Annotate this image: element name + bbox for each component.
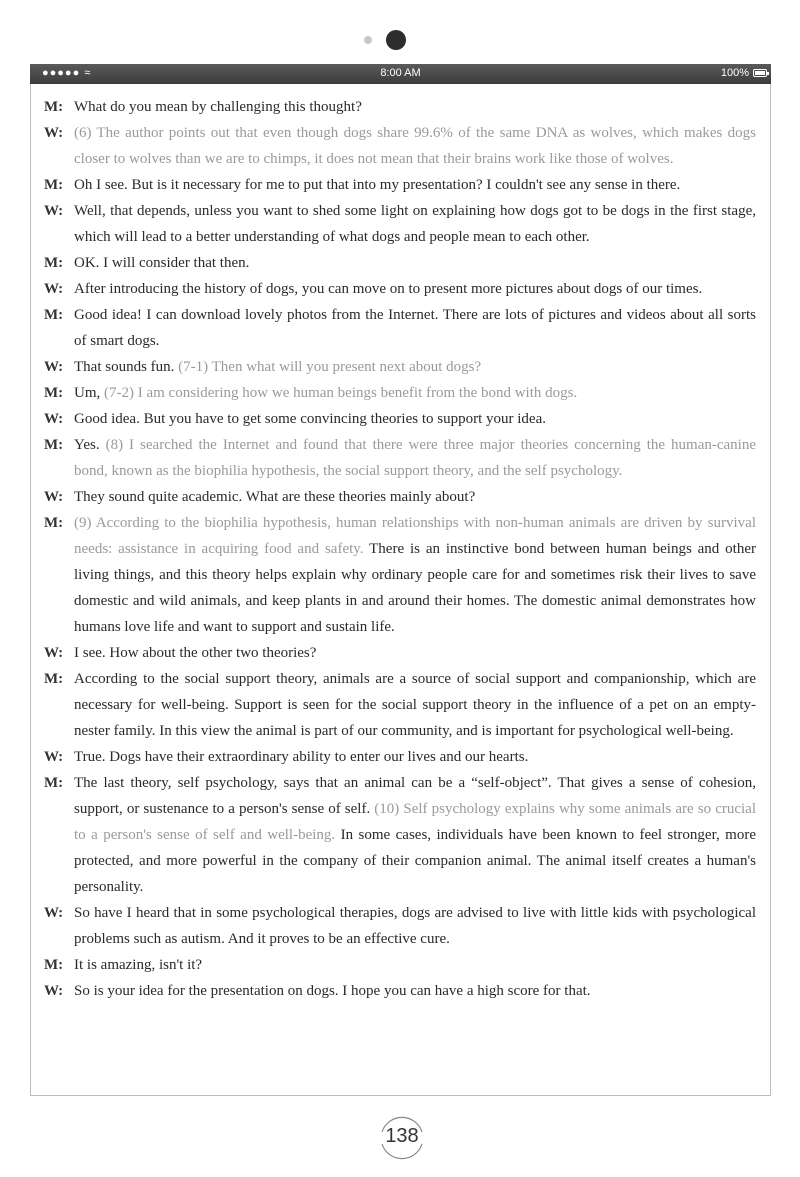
speaker-label: M: — [44, 177, 64, 193]
status-time: 8:00 AM — [380, 67, 421, 79]
dialogue-turn — [44, 744, 756, 770]
highlighted-answer-text: (7-1) Then what will you present next about dogs? — [178, 359, 482, 375]
signal-indicator: ●●●●● ≈ — [42, 67, 92, 79]
speaker-label: W: — [44, 983, 64, 999]
dialogue-turn — [44, 354, 756, 380]
speaker-label: M: — [44, 385, 64, 401]
highlighted-answer-text: (10) Self psychology explains why some animals are so crucial to a person's sense of self and well-being. — [74, 801, 756, 843]
dialogue-turn — [44, 900, 756, 952]
device-camera — [364, 28, 414, 52]
dialogue-turn — [44, 510, 756, 640]
dialogue-turn — [44, 172, 756, 198]
speaker-label: M: — [44, 775, 64, 791]
dialogue-transcript — [44, 94, 756, 1004]
dialogue-text: I see. How about the other two theories? — [74, 645, 317, 661]
dialogue-text: The last theory, self psychology, says that an animal can be a “self-object”. That gives a sense of cohesion, support, or sustenance to a person's sense of self. — [74, 775, 756, 817]
dialogue-turn — [44, 302, 756, 354]
dialogue-text: So have I heard that in some psychological therapies, dogs are advised to live with little kids with psychological problems such as autism. And it proves to be an effective cure. — [74, 905, 756, 947]
dialogue-text: OK. I will consider that then. — [74, 255, 250, 271]
dialogue-turn — [44, 120, 756, 172]
sensor-dot — [364, 36, 372, 44]
page-number-badge — [376, 1112, 428, 1164]
dialogue-text: Yes. — [74, 437, 106, 453]
dialogue-text: That sounds fun. — [74, 359, 179, 375]
dialogue-turn — [44, 952, 756, 978]
dialogue-text: Good idea. But you have to get some convincing theories to support your idea. — [74, 411, 546, 427]
speaker-label: W: — [44, 359, 64, 375]
dialogue-text: Well, that depends, unless you want to shed some light on explaining how dogs got to be dogs in the first stage, which will lead to a better understanding of what dogs and people mean to each other. — [74, 203, 756, 245]
dialogue-text: There is an instinctive bond between human beings and other living things, and this theory helps explain why ordinary people care for and sometimes risk their lives to save domestic and wild animals, and keep plants in and around their homes. The domestic animal demonstrates how humans love life and want to support and sustain life. — [74, 541, 756, 635]
dialogue-turn — [44, 432, 756, 484]
speaker-label: M: — [44, 957, 64, 973]
battery-percent: 100% — [720, 67, 749, 79]
highlighted-answer-text: (6) The author points out that even though dogs share 99.6% of the same DNA as wolves, which makes dogs closer to wolves than we are to chimps, it does not mean that their brains work like those of wolves. — [74, 125, 756, 167]
dialogue-text: They sound quite academic. What are these theories mainly about? — [74, 489, 476, 505]
speaker-label: W: — [44, 411, 64, 427]
page-number: 138 — [385, 1125, 419, 1147]
speaker-label: W: — [44, 203, 64, 219]
dialogue-turn — [44, 380, 756, 406]
speaker-label: M: — [44, 671, 64, 687]
dialogue-turn — [44, 640, 756, 666]
dialogue-text: Oh I see. But is it necessary for me to put that into my presentation? I couldn't see any sense in there. — [74, 177, 681, 193]
dialogue-text: It is amazing, isn't it? — [74, 957, 203, 973]
status-bar — [30, 64, 771, 84]
dialogue-turn — [44, 276, 756, 302]
dialogue-turn — [44, 198, 756, 250]
dialogue-turn — [44, 94, 756, 120]
dialogue-turn — [44, 484, 756, 510]
speaker-label: M: — [44, 99, 64, 115]
speaker-label: M: — [44, 307, 64, 323]
speaker-label: M: — [44, 437, 64, 453]
speaker-label: W: — [44, 749, 64, 765]
speaker-label: W: — [44, 645, 64, 661]
camera-lens — [386, 30, 406, 50]
speaker-label: M: — [44, 255, 64, 271]
dialogue-text: True. Dogs have their extraordinary ability to enter our lives and our hearts. — [74, 749, 529, 765]
speaker-label: W: — [44, 905, 64, 921]
dialogue-turn — [44, 406, 756, 432]
dialogue-text: What do you mean by challenging this thought? — [74, 99, 362, 115]
dialogue-text: Good idea! I can download lovely photos from the Internet. There are lots of pictures and videos about all sorts of smart dogs. — [74, 307, 756, 349]
dialogue-text: So is your idea for the presentation on dogs. I hope you can have a high score for that. — [74, 983, 591, 999]
highlighted-answer-text: (9) According to the biophilia hypothesis, human relationships with non-human animals are driven by survival needs: assistance in acquiring food and safety. — [74, 515, 756, 557]
dialogue-text: In some cases, individuals have been known to feel stronger, more protected, and more powerful in the company of their companion animal. The animal itself creates a human's personality. — [74, 827, 756, 895]
speaker-label: W: — [44, 125, 64, 141]
dialogue-turn — [44, 250, 756, 276]
dialogue-text: According to the social support theory, animals are a source of social support and companionship, which are necessary for well-being. Support is seen for the social support theory in the influence of a pet on an empty-nester family. In this view the animal is part of our community, and is important for psychological well-being. — [74, 671, 756, 739]
battery-icon — [753, 69, 767, 77]
dialogue-text: After introducing the history of dogs, you can move on to present more pictures about dogs of our times. — [74, 281, 703, 297]
speaker-label: M: — [44, 515, 64, 531]
dialogue-turn — [44, 770, 756, 900]
dialogue-text: Um, — [74, 385, 104, 401]
dialogue-turn — [44, 978, 756, 1004]
highlighted-answer-text: (7-2) I am considering how we human beings benefit from the bond with dogs. — [104, 385, 578, 401]
dialogue-turn — [44, 666, 756, 744]
speaker-label: W: — [44, 489, 64, 505]
highlighted-answer-text: (8) I searched the Internet and found that there were three major theories concerning the human-canine bond, known as the biophilia hypothesis, the social support theory, and the self psychology. — [74, 437, 756, 479]
speaker-label: W: — [44, 281, 64, 297]
